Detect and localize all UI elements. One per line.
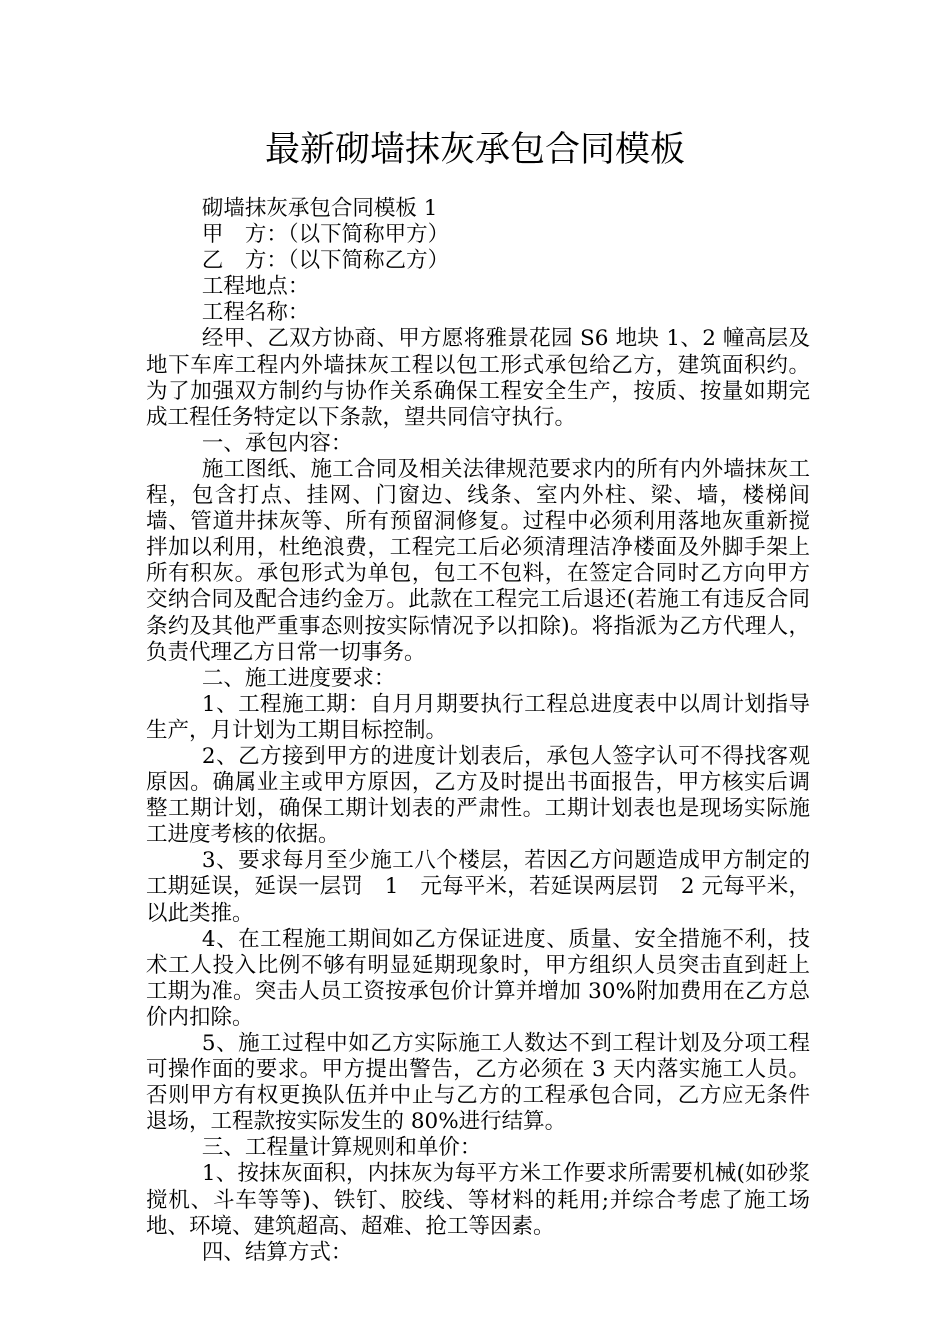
section-heading-3: 三、工程量计算规则和单价：: [201, 1135, 482, 1161]
paragraph-party-a: 甲 方：（以下简称甲方）: [201, 222, 450, 248]
section-heading-1: 一、承包内容：: [201, 430, 353, 456]
paragraph-project-name: 工程名称：: [201, 300, 310, 326]
paragraph-schedule-1: 1、工程施工期：自月月期要执行工程总进度表中以周计划指导生产，月计划为工期目标控制。: [146, 691, 810, 743]
document-body: [146, 196, 810, 1266]
section-heading-4: 四、结算方式：: [201, 1239, 353, 1265]
paragraph-subtitle: 砌墙抹灰承包合同模板 1: [201, 196, 438, 221]
paragraph-schedule-3: 3、要求每月至少施工八个楼层，若因乙方问题造成甲方制定的工期延误，延误一层罚 1 元每平米，若延误两层罚 2 元每平米，以此类推。: [146, 848, 810, 926]
section-heading-2: 二、施工进度要求：: [201, 665, 396, 691]
paragraph-contract-scope: 施工图纸、施工合同及相关法律规范要求内的所有内外墙抹灰工程，包含打点、挂网、门窗边、线条、室内外柱、梁、墙，楼梯间墙、管道井抹灰等、所有预留洞修复。过程中必须利用落地灰重新搅拌加以利用，杜绝浪费，工程完工后必须清理洁净楼面及外脚手架上所有积灰。承包形式为单包，包工不包料，在签定合同时乙方向甲方交纳合同及配合违约金万。此款在工程完工后退还(若施工有违反合同条约及其他严重事态则按实际情况予以扣除)。将指派为乙方代理人，负责代理乙方日常一切事务。: [146, 456, 810, 665]
paragraph-preamble: 经甲、乙双方协商、甲方愿将雅景花园 S6 地块 1、2 幢高层及地下车库工程内外墙抹灰工程以包工形式承包给乙方，建筑面积约。为了加强双方制约与协作关系确保工程安全生产，按质、按量如期完成工程任务特定以下条款，望共同信守执行。: [146, 326, 810, 430]
paragraph-quantity-rules-1: 1、按抹灰面积，内抹灰为每平方米工作要求所需要机械(如砂浆搅机、斗车等等)、铁钉、胶线、等材料的耗用;并综合考虑了施工场地、环境、建筑超高、超难、抢工等因素。: [146, 1161, 810, 1239]
document-title: 最新砌墙抹灰承包合同模板: [264, 130, 685, 170]
paragraph-project-location: 工程地点：: [201, 274, 310, 300]
paragraph-schedule-2: 2、乙方接到甲方的进度计划表后，承包人签字认可不得找客观原因。确属业主或甲方原因，乙方及时提出书面报告，甲方核实后调整工期计划，确保工期计划表的严肃性。工期计划表也是现场实际施工进度考核的依据。: [146, 743, 810, 848]
paragraph-party-b: 乙 方：（以下简称乙方）: [201, 248, 450, 274]
paragraph-schedule-5: 5、施工过程中如乙方实际施工人数达不到工程计划及分项工程可操作面的要求。甲方提出警告，乙方必须在 3 天内落实施工人员。否则甲方有权更换队伍并中止与乙方的工程承包合同，乙方应无条件退场，工程款按实际发生的 80%进行结算。: [146, 1031, 810, 1135]
paragraph-schedule-4: 4、在工程施工期间如乙方保证进度、质量、安全措施不利，技术工人投入比例不够有明显延期现象时，甲方组织人员突击直到赶上工期为准。突击人员工资按承包价计算并增加 30%附加费用在乙方总价内扣除。: [146, 926, 810, 1030]
